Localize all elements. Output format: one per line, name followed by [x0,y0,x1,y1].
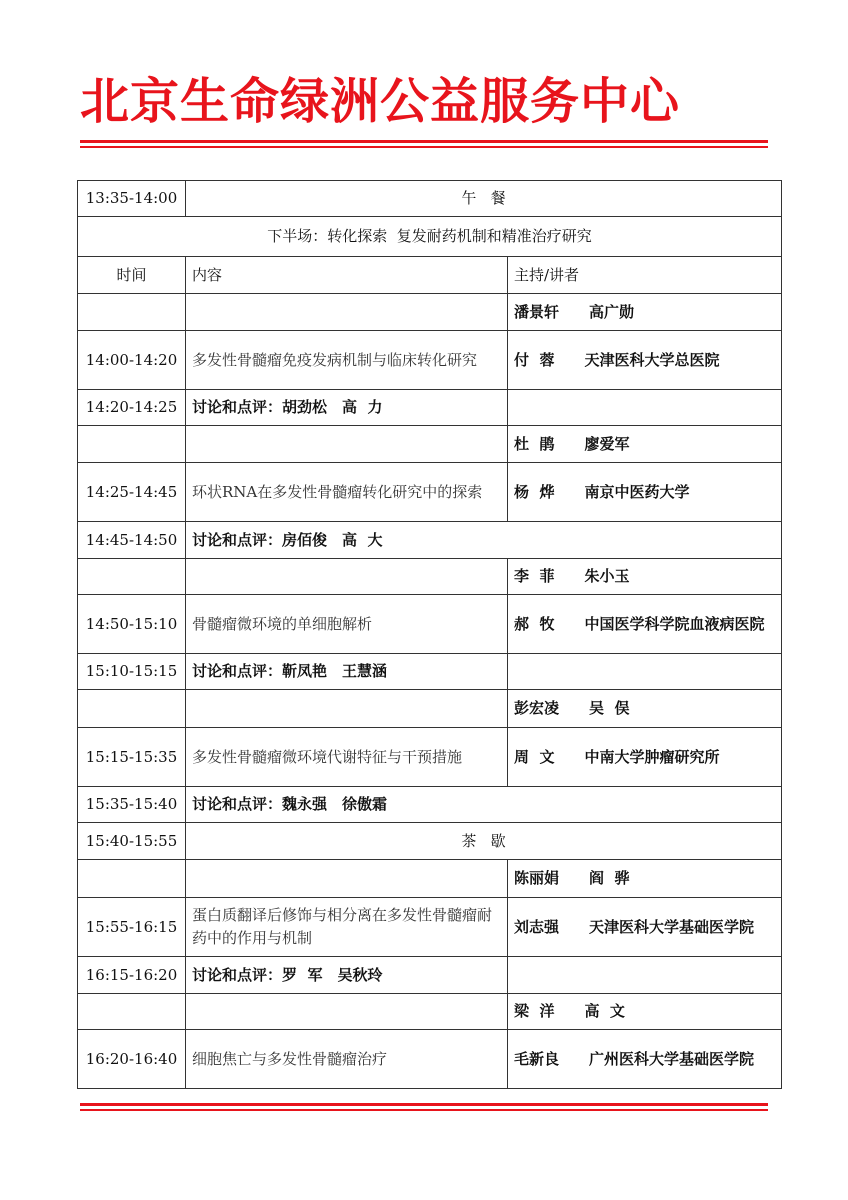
talk-row [78,728,782,787]
talk-row [78,331,782,390]
talk-row [78,1030,782,1089]
speaker-cell: 杨 烨 南京中医药大学 [508,463,782,522]
header-divider-thin [80,146,768,148]
speaker-cell: 毛新良 广州医科大学基础医学院 [508,1030,782,1089]
speaker-cell: 刘志强 天津医科大学基础医学院 [508,898,782,957]
time-cell: 15:55-16:15 [78,898,186,957]
column-header-host: 主持/讲者 [508,257,782,294]
host-row [78,426,782,463]
discussion-row [78,522,782,559]
column-header-content: 内容 [186,257,508,294]
discussion-cell: 讨论和点评：靳凤艳 王慧涵 [186,654,508,690]
discussion-row [78,390,782,426]
talk-topic: 蛋白质翻译后修饰与相分离在多发性骨髓瘤耐药中的作用与机制 [186,898,508,957]
host-names: 梁 洋 高 文 [508,994,782,1030]
header-divider [80,140,768,143]
time-cell: 14:50-15:10 [78,595,186,654]
host-names: 陈丽娟 阎 骅 [508,860,782,898]
column-header-row [78,257,782,294]
footer-divider [80,1103,768,1106]
time-cell: 14:20-14:25 [78,390,186,426]
table-row-tea-break [78,823,782,860]
host-names: 彭宏凌 吴 俣 [508,690,782,728]
host-names: 李 菲 朱小玉 [508,559,782,595]
time-cell: 13:35-14:00 [78,181,186,217]
discussion-cell: 讨论和点评：房佰俊 高 大 [186,522,782,559]
time-cell: 14:00-14:20 [78,331,186,390]
host-row [78,690,782,728]
time-cell: 16:20-16:40 [78,1030,186,1089]
speaker-cell: 周 文 中南大学肿瘤研究所 [508,728,782,787]
host-names: 杜 鹃 廖爱军 [508,426,782,463]
time-cell: 15:35-15:40 [78,787,186,823]
lunch-label: 午 餐 [186,181,782,217]
session-title-row [78,217,782,257]
time-cell: 14:25-14:45 [78,463,186,522]
time-cell: 14:45-14:50 [78,522,186,559]
table-row-lunch [78,181,782,217]
time-cell: 15:15-15:35 [78,728,186,787]
time-cell: 16:15-16:20 [78,957,186,994]
talk-row [78,595,782,654]
session-title: 下半场：转化探索 复发耐药机制和精准治疗研究 [78,217,782,257]
discussion-row [78,654,782,690]
speaker-cell: 付 蓉 天津医科大学总医院 [508,331,782,390]
discussion-cell: 讨论和点评：魏永强 徐傲霜 [186,787,782,823]
talk-row [78,463,782,522]
speaker-cell: 郝 牧 中国医学科学院血液病医院 [508,595,782,654]
talk-topic: 骨髓瘤微环境的单细胞解析 [186,595,508,654]
host-names: 潘景轩 高广勋 [508,294,782,331]
schedule-table [77,180,782,1089]
talk-row [78,898,782,957]
discussion-row [78,787,782,823]
host-row [78,994,782,1030]
page-title: 北京生命绿洲公益服务中心 [80,73,681,130]
time-cell: 15:40-15:55 [78,823,186,860]
discussion-cell: 讨论和点评：罗 军 吴秋玲 [186,957,508,994]
talk-topic: 环状RNA在多发性骨髓瘤转化研究中的探索 [186,463,508,522]
tea-break-label: 茶 歇 [186,823,782,860]
footer-divider-thin [80,1109,768,1111]
time-cell: 15:10-15:15 [78,654,186,690]
host-row [78,860,782,898]
talk-topic: 多发性骨髓瘤微环境代谢特征与干预措施 [186,728,508,787]
host-row [78,294,782,331]
talk-topic: 细胞焦亡与多发性骨髓瘤治疗 [186,1030,508,1089]
talk-topic: 多发性骨髓瘤免疫发病机制与临床转化研究 [186,331,508,390]
host-row [78,559,782,595]
discussion-cell: 讨论和点评：胡劲松 高 力 [186,390,508,426]
column-header-time: 时间 [78,257,186,294]
discussion-row [78,957,782,994]
